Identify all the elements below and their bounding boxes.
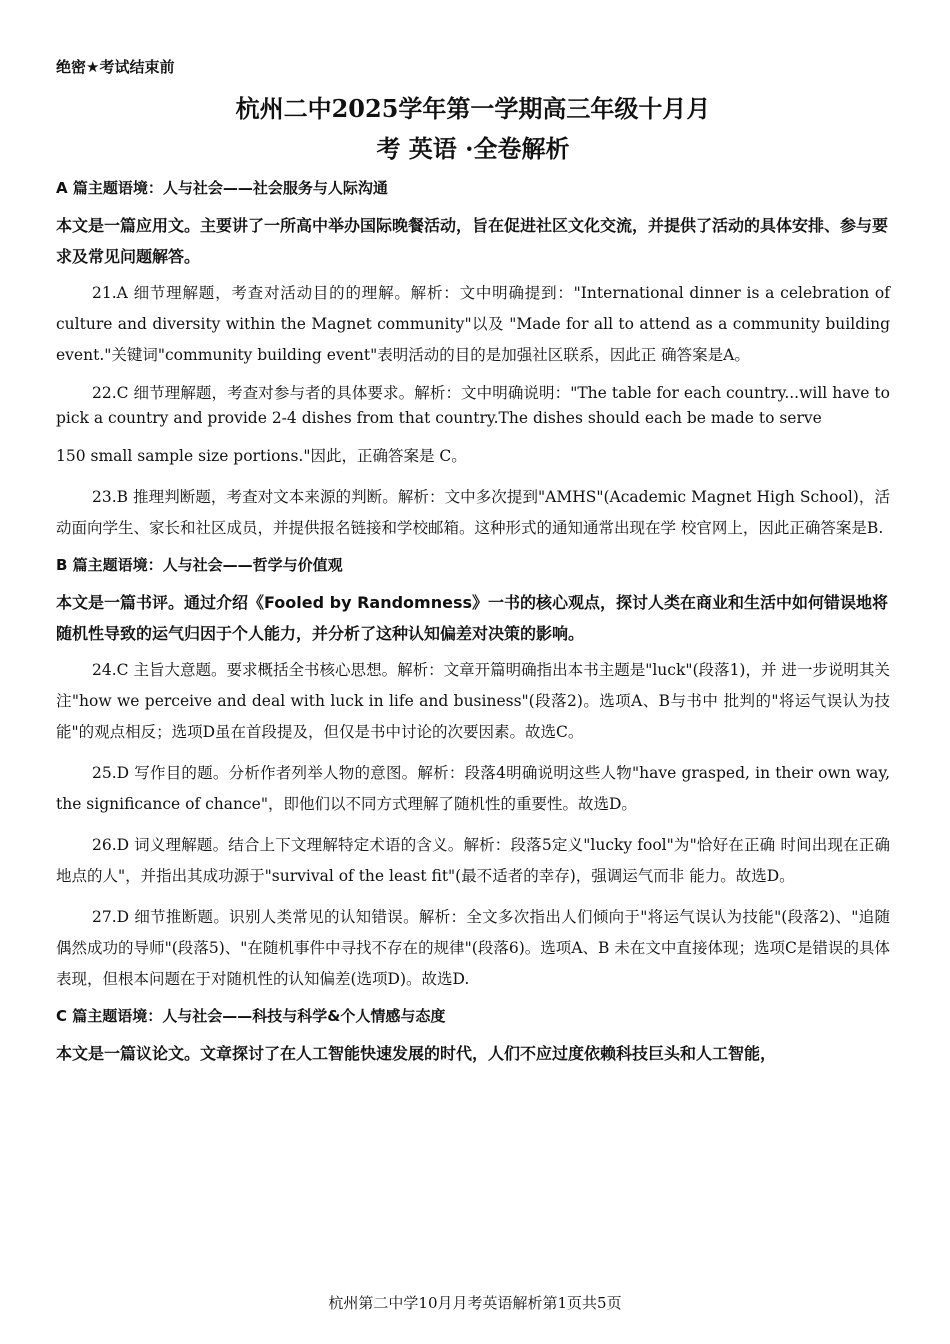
answer-27: 27.D 细节推断题。识别人类常见的认知错误。解析：全文多次指出人们倾向于"将运气误认为技能"(段落2)、"追随偶然成功的导师"(段落5)、"在随机事件中寻找不存在的规律"(段落6)。选项A、B 未在文中直接体现；选项C是错误的具体表现，但根本问题在于对随机性的认知偏差(选项D)。故选D. [56,908,890,988]
answer-21: 21.A 细节理解题，考查对活动目的的理解。解析：文中明确提到："International dinner is a celebration of culture and diversity within the Magnet community"以及 "Made for all to attend as a community building event."关键词"community building event"表明活动的目的是加强社区联系，因此正 确答案是A。 [56,284,890,364]
answer-26: 26.D 词义理解题。结合上下文理解特定术语的含义。解析：段落5定义"lucky fool"为"恰好在正确 时间出现在正确地点的人"，并指出其成功源于"survival of the least fit"(最不适者的幸存)，强调运气而非 能力。故选D。 [56,836,890,885]
section-b-heading: B 篇主题语境：人与社会——哲学与价值观 [56,556,343,574]
answer-22-continued: 150 small sample size portions."因此，正确答案是 C。 [56,447,467,465]
confidential-label: 绝密★考试结束前 [56,58,175,76]
section-a-intro: 本文是一篇应用文。主要讲了一所高中举办国际晚餐活动，旨在促进社区文化交流，并提供了活动的具体安排、参与要求及常见问题解答。 [56,216,889,266]
page [56,56,890,1075]
answer-23: 23.B 推理判断题，考查对文本来源的判断。解析：文中多次提到"AMHS"(Academic Magnet High School)，活动面向学生、家长和社区成员，并提供报名链接和学校邮箱。这种形式的通知通常出现在学 校官网上，因此正确答案是B. [56,488,890,537]
page-title-line-1: 杭州二中2025学年第一学期高三年级十月月 [235,94,711,123]
section-a-heading: A 篇主题语境：人与社会——社会服务与人际沟通 [56,179,388,197]
section-b-intro: 本文是一篇书评。通过介绍《Fooled by Randomness》一书的核心观点，探讨人类在商业和生活中如何错误地将随机性导致的运气归因于个人能力，并分析了这种认知偏差对决策的影响。 [56,593,888,643]
answer-25: 25.D 写作目的题。分析作者列举人物的意图。解析：段落4明确说明这些人物"have grasped, in their own way, the significance of chance"，即他们以不同方式理解了随机性的重要性。故选D。 [56,764,890,813]
section-c-heading: C 篇主题语境：人与社会——科技与科学&个人情感与态度 [56,1007,446,1025]
answer-22: 22.C 细节理解题，考查对参与者的具体要求。解析：文中明确说明："The table for each country...will have to pick a country and provide 2-4 dishes from that country.The dishes should each be made to serve [56,384,890,427]
section-c-intro: 本文是一篇议论文。文章探讨了在人工智能快速发展的时代，人们不应过度依赖科技巨头和人工智能， [56,1044,777,1063]
answer-24: 24.C 主旨大意题。要求概括全书核心思想。解析：文章开篇明确指出本书主题是"luck"(段落1)，并 进一步说明其关注"how we perceive and deal with luck in life and business"(段落2)。选项A、B与书中 批判的"将运气误认为技能"的观点相反；选项D虽在首段提及，但仅是书中讨论的次要因素。故选C。 [56,661,890,741]
page-title-line-2: 考 英语 ·全卷解析 [376,134,570,163]
page-footer: 杭州第二中学10月月考英语解析第1页共5页 [328,1294,622,1312]
